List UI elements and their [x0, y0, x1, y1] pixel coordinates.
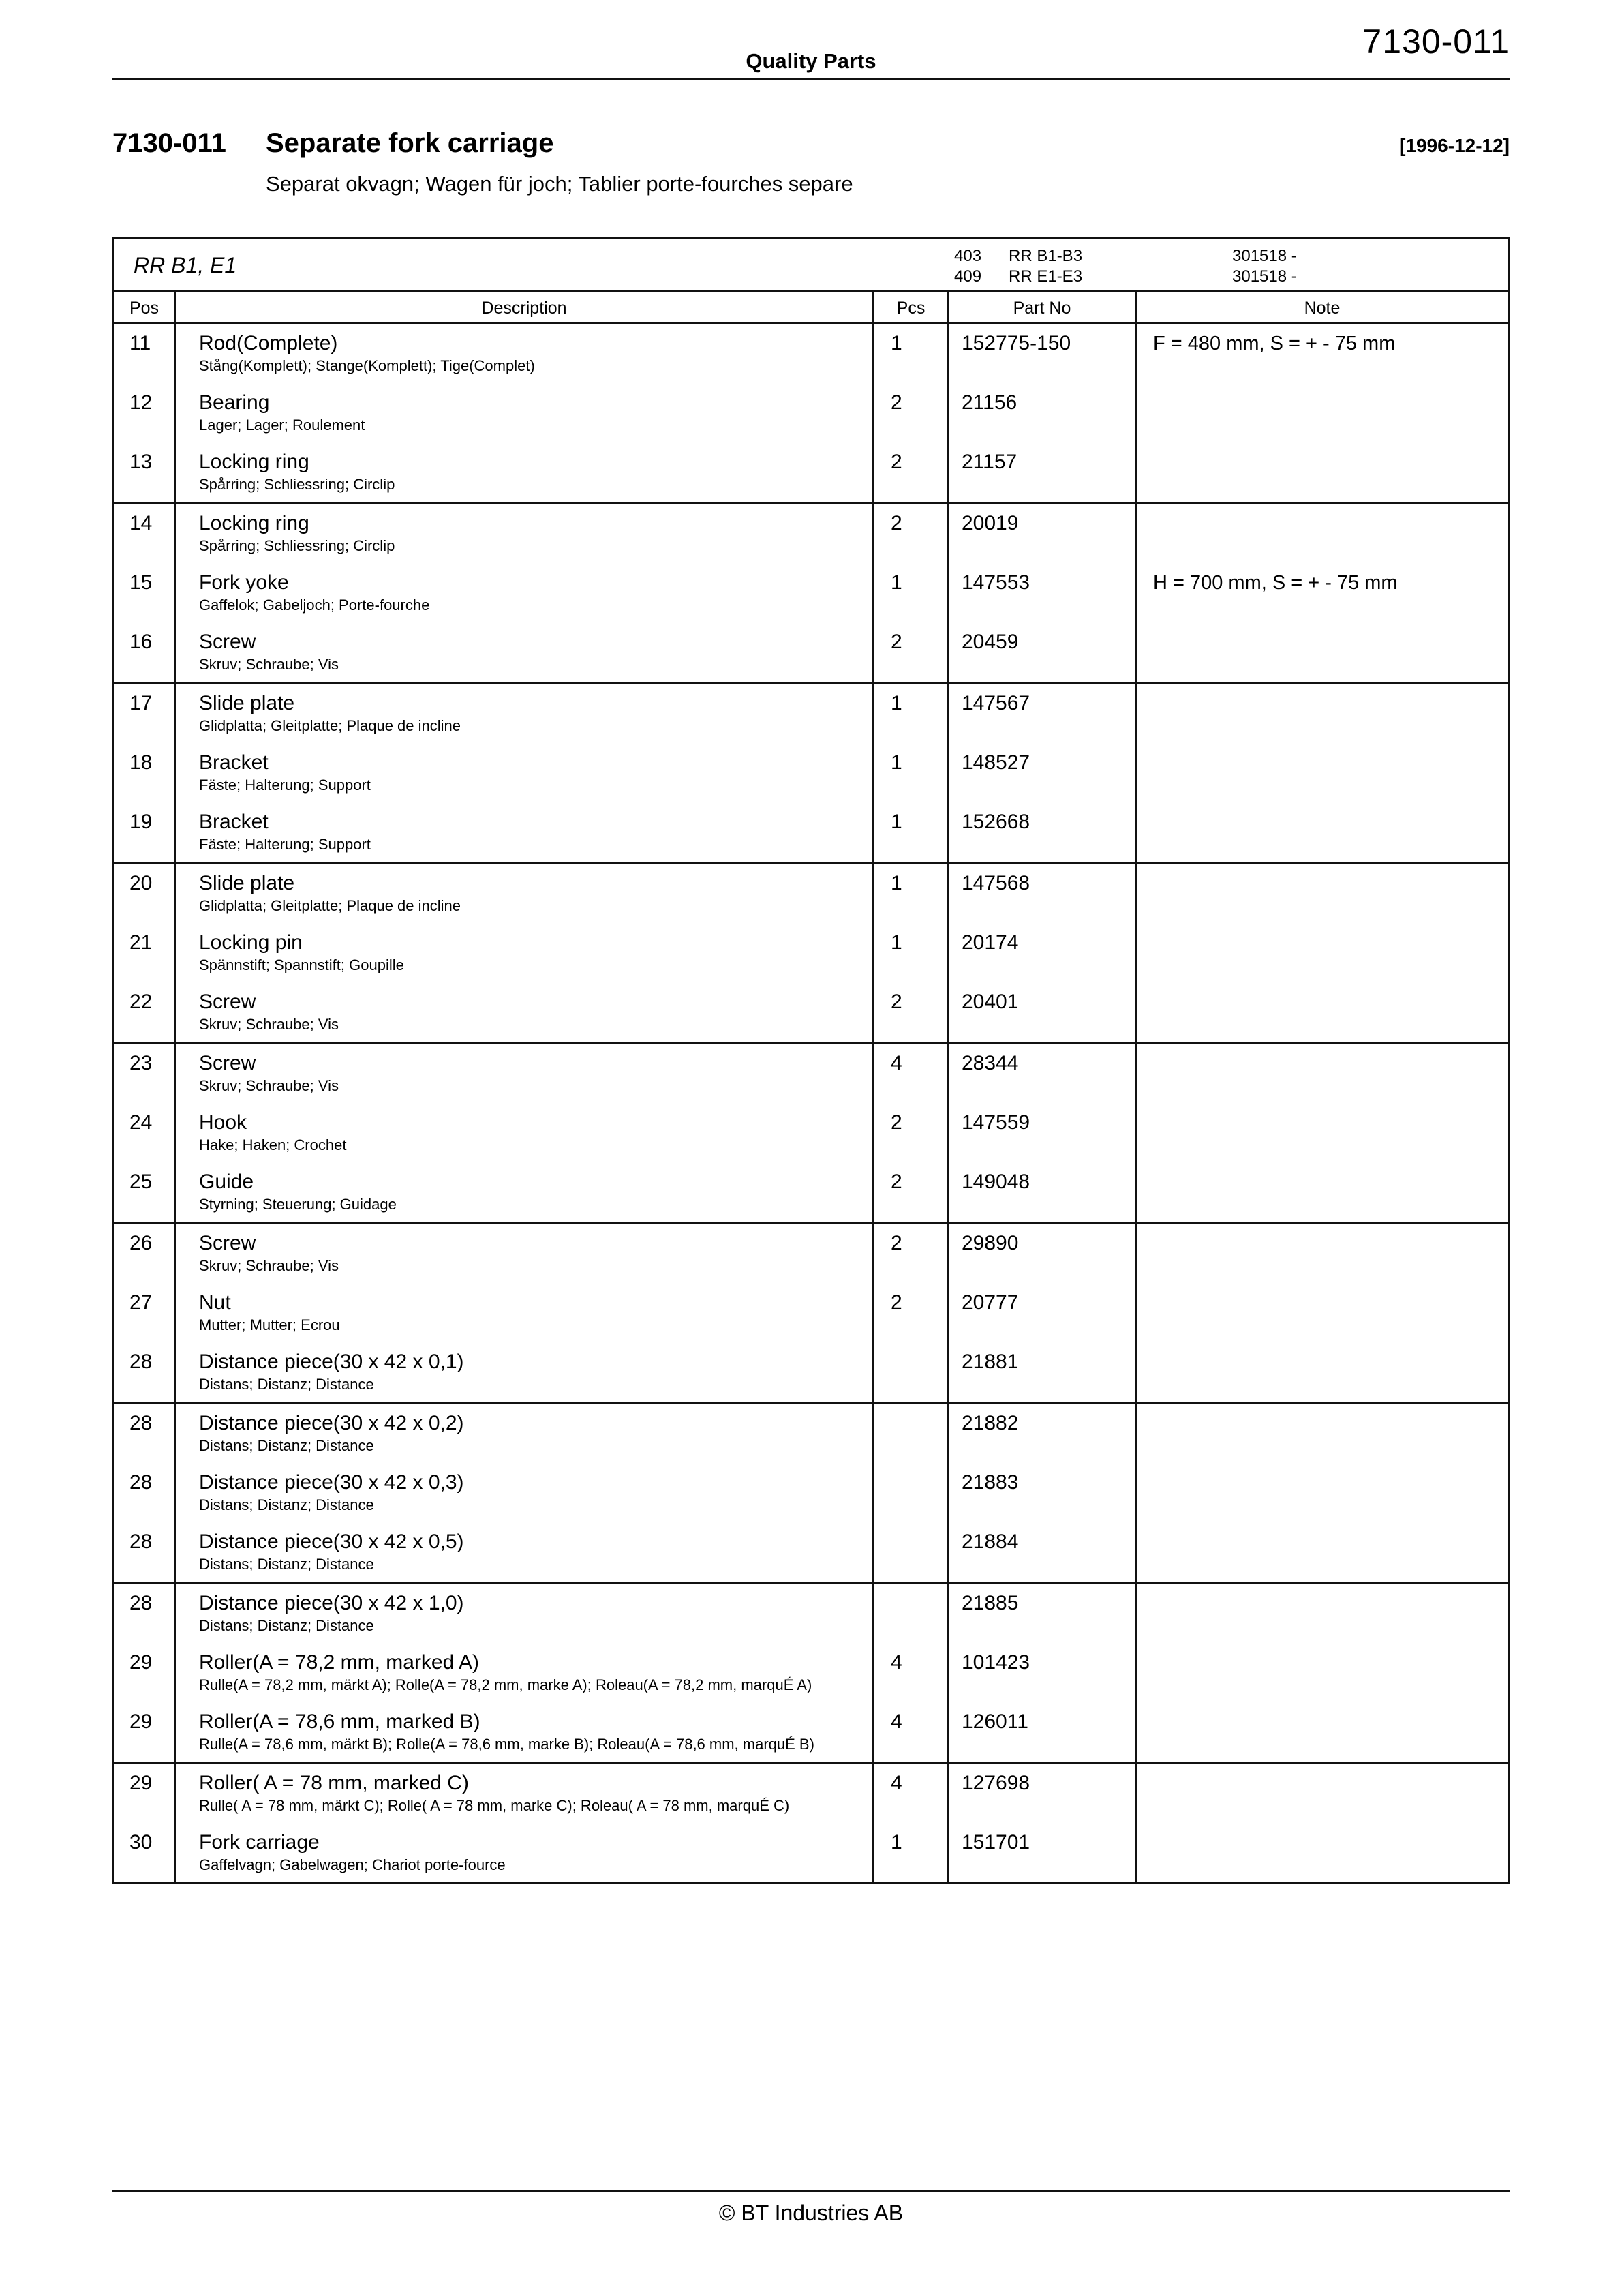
- row-note: [1137, 1224, 1508, 1283]
- row-part-no: 147559: [949, 1103, 1137, 1162]
- row-pcs: 1: [874, 684, 949, 743]
- variant-code: 409: [954, 267, 982, 286]
- row-pos: 28: [114, 1584, 176, 1643]
- row-pos: 22: [114, 982, 176, 1042]
- row-pcs: 4: [874, 1643, 949, 1702]
- row-description-translations: Skruv; Schraube; Vis: [199, 656, 339, 673]
- row-note: [1137, 1702, 1508, 1762]
- page-header: [112, 23, 1510, 80]
- row-description-cell: [176, 684, 874, 743]
- row-description: Locking ring: [199, 512, 309, 534]
- row-pos: 27: [114, 1283, 176, 1342]
- row-pos: 28: [114, 1404, 176, 1463]
- row-description-translations: Rulle( A = 78 mm, märkt C); Rolle( A = 78 mm, marke C); Roleau( A = 78 mm, marquÉ C): [199, 1797, 790, 1814]
- row-description-cell: [176, 923, 874, 982]
- row-description-translations: Fäste; Halterung; Support: [199, 776, 371, 794]
- row-part-no: 149048: [949, 1162, 1137, 1222]
- row-description-cell: [176, 563, 874, 622]
- table-row: [114, 622, 1508, 682]
- row-description-cell: [176, 622, 874, 682]
- row-description-translations: Skruv; Schraube; Vis: [199, 1257, 339, 1274]
- row-part-no: 152775-150: [949, 324, 1137, 383]
- row-description: Distance piece(30 x 42 x 0,3): [199, 1471, 464, 1494]
- row-description-translations: Styrning; Steuerung; Guidage: [199, 1196, 397, 1213]
- row-pcs: 2: [874, 442, 949, 502]
- row-pos: 16: [114, 622, 176, 682]
- row-description: Fork carriage: [199, 1831, 320, 1854]
- brand-title: Quality Parts: [746, 49, 876, 73]
- row-description-translations: Glidplatta; Gleitplatte; Plaque de incline: [199, 717, 461, 734]
- row-description: Roller(A = 78,2 mm, marked A): [199, 1651, 479, 1674]
- row-pcs: 2: [874, 982, 949, 1042]
- variant-row: [954, 267, 1082, 287]
- row-part-no: 21885: [949, 1584, 1137, 1643]
- row-pos: 12: [114, 383, 176, 442]
- variant-row: [954, 246, 1082, 267]
- variant-serial: 301518 -: [1232, 247, 1297, 265]
- row-description-translations: Distans; Distanz; Distance: [199, 1376, 374, 1393]
- row-note: [1137, 1643, 1508, 1702]
- row-description-translations: Spårring; Schliessring; Circlip: [199, 537, 395, 554]
- row-note: [1137, 1522, 1508, 1582]
- row-pcs: 4: [874, 1764, 949, 1823]
- row-description: Bracket: [199, 811, 269, 833]
- table-row: [114, 1522, 1508, 1582]
- row-note: [1137, 1404, 1508, 1463]
- row-description-translations: Distans; Distanz; Distance: [199, 1556, 374, 1573]
- row-description-cell: [176, 1463, 874, 1522]
- table-row: [114, 502, 1508, 563]
- table-row: [114, 923, 1508, 982]
- row-pcs: 4: [874, 1044, 949, 1103]
- col-header-pos: Pos: [114, 292, 176, 322]
- variant-code: 403: [954, 247, 982, 265]
- row-note: [1137, 442, 1508, 502]
- row-description-cell: [176, 1103, 874, 1162]
- row-pos: 14: [114, 504, 176, 563]
- row-pos: 29: [114, 1764, 176, 1823]
- row-description-cell: [176, 1643, 874, 1702]
- row-description-cell: [176, 1044, 874, 1103]
- row-description-translations: Spårring; Schliessring; Circlip: [199, 476, 395, 493]
- row-description-cell: [176, 504, 874, 563]
- row-pos: 26: [114, 1224, 176, 1283]
- row-description-translations: Rulle(A = 78,6 mm, märkt B); Rolle(A = 78,6 mm, marke B); Roleau(A = 78,6 mm, marquÉ B): [199, 1736, 814, 1753]
- row-pcs: 1: [874, 923, 949, 982]
- page-subtitle: Separat okvagn; Wagen für joch; Tablier porte-fourches separe: [266, 172, 853, 196]
- row-note: [1137, 802, 1508, 862]
- row-note: [1137, 1463, 1508, 1522]
- row-part-no: 147553: [949, 563, 1137, 622]
- row-part-no: 21882: [949, 1404, 1137, 1463]
- row-pos: 29: [114, 1643, 176, 1702]
- row-description: Distance piece(30 x 42 x 0,5): [199, 1530, 464, 1553]
- row-description-cell: [176, 383, 874, 442]
- row-description: Hook: [199, 1111, 247, 1134]
- row-pos: 24: [114, 1103, 176, 1162]
- row-pcs: 2: [874, 1283, 949, 1342]
- row-description-translations: Spännstift; Spannstift; Goupille: [199, 956, 404, 973]
- variant-list: [954, 246, 1082, 287]
- row-description-translations: Lager; Lager; Roulement: [199, 417, 365, 434]
- row-description-cell: [176, 1764, 874, 1823]
- row-description-cell: [176, 802, 874, 862]
- row-description: Bracket: [199, 751, 269, 774]
- row-description: Locking pin: [199, 931, 303, 954]
- row-part-no: 148527: [949, 743, 1137, 802]
- col-header-description: Description: [176, 292, 874, 322]
- row-note: H = 700 mm, S = + - 75 mm: [1153, 572, 1398, 594]
- row-note: [1137, 383, 1508, 442]
- row-description: Nut: [199, 1291, 231, 1314]
- row-description-translations: Distans; Distanz; Distance: [199, 1496, 374, 1513]
- row-pcs: 1: [874, 864, 949, 923]
- table-row: [114, 1463, 1508, 1522]
- row-description-translations: Rulle(A = 78,2 mm, märkt A); Rolle(A = 78,2 mm, marke A); Roleau(A = 78,2 mm, marquÉ A): [199, 1676, 812, 1693]
- row-description-translations: Glidplatta; Gleitplatte; Plaque de incline: [199, 897, 461, 914]
- row-pos: 23: [114, 1044, 176, 1103]
- row-pcs: 4: [874, 1702, 949, 1762]
- row-description: Bearing: [199, 391, 270, 414]
- row-note: [1137, 622, 1508, 682]
- table-row: [114, 1283, 1508, 1342]
- row-description: Distance piece(30 x 42 x 0,1): [199, 1350, 464, 1373]
- row-pos: 25: [114, 1162, 176, 1222]
- row-part-no: 28344: [949, 1044, 1137, 1103]
- row-description-translations: Fäste; Halterung; Support: [199, 836, 371, 853]
- row-note: [1137, 743, 1508, 802]
- row-part-no: 147567: [949, 684, 1137, 743]
- row-description: Slide plate: [199, 692, 295, 714]
- col-header-part-no: Part No: [949, 292, 1137, 322]
- row-description-cell: [176, 1283, 874, 1342]
- row-note: [1137, 923, 1508, 982]
- row-pos: 28: [114, 1463, 176, 1522]
- row-part-no: 21881: [949, 1342, 1137, 1402]
- row-description: Roller(A = 78,6 mm, marked B): [199, 1710, 480, 1733]
- row-pcs: 1: [874, 563, 949, 622]
- row-part-no: 20174: [949, 923, 1137, 982]
- row-pcs: 1: [874, 743, 949, 802]
- row-pos: 19: [114, 802, 176, 862]
- row-pcs: 2: [874, 383, 949, 442]
- row-description-translations: Gaffelok; Gabeljoch; Porte-fourche: [199, 596, 430, 614]
- row-description-translations: Mutter; Mutter; Ecrou: [199, 1316, 340, 1333]
- table-row: [114, 1643, 1508, 1702]
- row-part-no: 29890: [949, 1224, 1137, 1283]
- row-pos: 30: [114, 1823, 176, 1882]
- row-part-no: 152668: [949, 802, 1137, 862]
- row-pcs: 2: [874, 622, 949, 682]
- table-row: [114, 682, 1508, 743]
- row-description-cell: [176, 1823, 874, 1882]
- row-pos: 15: [114, 563, 176, 622]
- table-row: [114, 1162, 1508, 1222]
- row-note: [1137, 684, 1508, 743]
- col-header-pcs: Pcs: [874, 292, 949, 322]
- row-description-translations: Gaffelvagn; Gabelwagen; Chariot porte-fource: [199, 1856, 506, 1873]
- table-row: [114, 324, 1508, 383]
- row-pcs: [874, 1404, 949, 1463]
- model-label: RR B1, E1: [134, 253, 237, 277]
- row-part-no: 21156: [949, 383, 1137, 442]
- table-row: [114, 563, 1508, 622]
- row-note: [1137, 1103, 1508, 1162]
- serial-list: [1232, 246, 1297, 287]
- table-meta-band: [114, 239, 1508, 292]
- row-description: Roller( A = 78 mm, marked C): [199, 1772, 469, 1794]
- row-pos: 13: [114, 442, 176, 502]
- table-row: [114, 1823, 1508, 1882]
- parts-table: [112, 237, 1510, 1884]
- row-description-cell: [176, 442, 874, 502]
- row-pos: 17: [114, 684, 176, 743]
- row-note: [1137, 1044, 1508, 1103]
- page-title: Separate fork carriage: [266, 128, 554, 158]
- row-pcs: 1: [874, 324, 949, 383]
- row-part-no: 151701: [949, 1823, 1137, 1882]
- row-part-no: 147568: [949, 864, 1137, 923]
- row-pos: 28: [114, 1522, 176, 1582]
- variant-model: RR B1-B3: [1009, 247, 1083, 265]
- table-row: [114, 1402, 1508, 1463]
- row-pcs: [874, 1463, 949, 1522]
- row-description: Slide plate: [199, 872, 295, 894]
- row-pcs: 1: [874, 1823, 949, 1882]
- row-description: Rod(Complete): [199, 332, 338, 354]
- row-part-no: 20777: [949, 1283, 1137, 1342]
- table-row: [114, 1582, 1508, 1643]
- row-description: Distance piece(30 x 42 x 0,2): [199, 1412, 464, 1434]
- row-note: [1137, 1162, 1508, 1222]
- header-doc-number: 7130-011: [1362, 22, 1510, 61]
- table-row: [114, 442, 1508, 502]
- row-pcs: 2: [874, 1103, 949, 1162]
- table-row: [114, 743, 1508, 802]
- row-description-cell: [176, 1404, 874, 1463]
- row-description-translations: Stång(Komplett); Stange(Komplett); Tige(Complet): [199, 357, 535, 374]
- row-description-cell: [176, 743, 874, 802]
- table-row: [114, 862, 1508, 923]
- row-description: Fork yoke: [199, 571, 289, 594]
- row-part-no: 127698: [949, 1764, 1137, 1823]
- table-row: [114, 1042, 1508, 1103]
- row-note: F = 480 mm, S = + - 75 mm: [1153, 333, 1396, 354]
- row-pcs: 2: [874, 504, 949, 563]
- doc-date: [1996-12-12]: [1399, 135, 1510, 156]
- table-column-headers: [114, 292, 1508, 324]
- table-row: [114, 1342, 1508, 1402]
- row-description: Screw: [199, 1052, 256, 1074]
- row-part-no: 20401: [949, 982, 1137, 1042]
- row-description-cell: [176, 1224, 874, 1283]
- row-description-cell: [176, 1584, 874, 1643]
- row-pos: 11: [114, 324, 176, 383]
- row-description-cell: [176, 1162, 874, 1222]
- table-row: [114, 802, 1508, 862]
- table-row: [114, 982, 1508, 1042]
- row-pcs: 2: [874, 1162, 949, 1222]
- doc-number: 7130-011: [112, 128, 226, 158]
- table-row: [114, 1103, 1508, 1162]
- row-description: Screw: [199, 991, 256, 1013]
- row-description-translations: Distans; Distanz; Distance: [199, 1437, 374, 1454]
- row-note: [1137, 504, 1508, 563]
- row-pos: 21: [114, 923, 176, 982]
- row-pos: 18: [114, 743, 176, 802]
- row-note: [1137, 864, 1508, 923]
- row-pos: 28: [114, 1342, 176, 1402]
- row-part-no: 21157: [949, 442, 1137, 502]
- row-part-no: 101423: [949, 1643, 1137, 1702]
- row-part-no: 126011: [949, 1702, 1137, 1762]
- row-note: [1137, 1823, 1508, 1882]
- row-description-translations: Skruv; Schraube; Vis: [199, 1016, 339, 1033]
- row-description-cell: [176, 864, 874, 923]
- row-pcs: 1: [874, 802, 949, 862]
- row-note: [1137, 982, 1508, 1042]
- row-note: [1137, 1342, 1508, 1402]
- row-part-no: 20459: [949, 622, 1137, 682]
- row-pos: 29: [114, 1702, 176, 1762]
- row-pcs: [874, 1522, 949, 1582]
- row-description-cell: [176, 1342, 874, 1402]
- table-row: [114, 383, 1508, 442]
- row-note: [1137, 1283, 1508, 1342]
- table-row: [114, 1702, 1508, 1762]
- row-pcs: 2: [874, 1224, 949, 1283]
- row-description-translations: Distans; Distanz; Distance: [199, 1617, 374, 1634]
- table-row: [114, 1762, 1508, 1823]
- col-header-note: Note: [1304, 299, 1341, 318]
- title-row: [112, 128, 1510, 159]
- variant-serial: 301518 -: [1232, 267, 1297, 286]
- row-description-cell: [176, 982, 874, 1042]
- table-row: [114, 1222, 1508, 1283]
- row-description: Screw: [199, 1232, 256, 1254]
- page-footer: [112, 2190, 1510, 2226]
- row-part-no: 21884: [949, 1522, 1137, 1582]
- row-description: Distance piece(30 x 42 x 1,0): [199, 1592, 464, 1614]
- row-description: Guide: [199, 1170, 254, 1193]
- row-part-no: 20019: [949, 504, 1137, 563]
- row-part-no: 21883: [949, 1463, 1137, 1522]
- row-pos: 20: [114, 864, 176, 923]
- footer-copyright: © BT Industries AB: [718, 2201, 904, 2225]
- row-note: [1137, 1584, 1508, 1643]
- row-description: Screw: [199, 631, 256, 653]
- row-note: [1137, 1764, 1508, 1823]
- variant-model: RR E1-E3: [1009, 267, 1083, 286]
- row-description-cell: [176, 1702, 874, 1762]
- row-description-translations: Skruv; Schraube; Vis: [199, 1077, 339, 1094]
- row-description: Locking ring: [199, 451, 309, 473]
- row-description-translations: Hake; Haken; Crochet: [199, 1136, 347, 1153]
- table-body: [114, 324, 1508, 1882]
- row-pcs: [874, 1342, 949, 1402]
- row-description-cell: [176, 1522, 874, 1582]
- row-pcs: [874, 1584, 949, 1643]
- row-description-cell: [176, 324, 874, 383]
